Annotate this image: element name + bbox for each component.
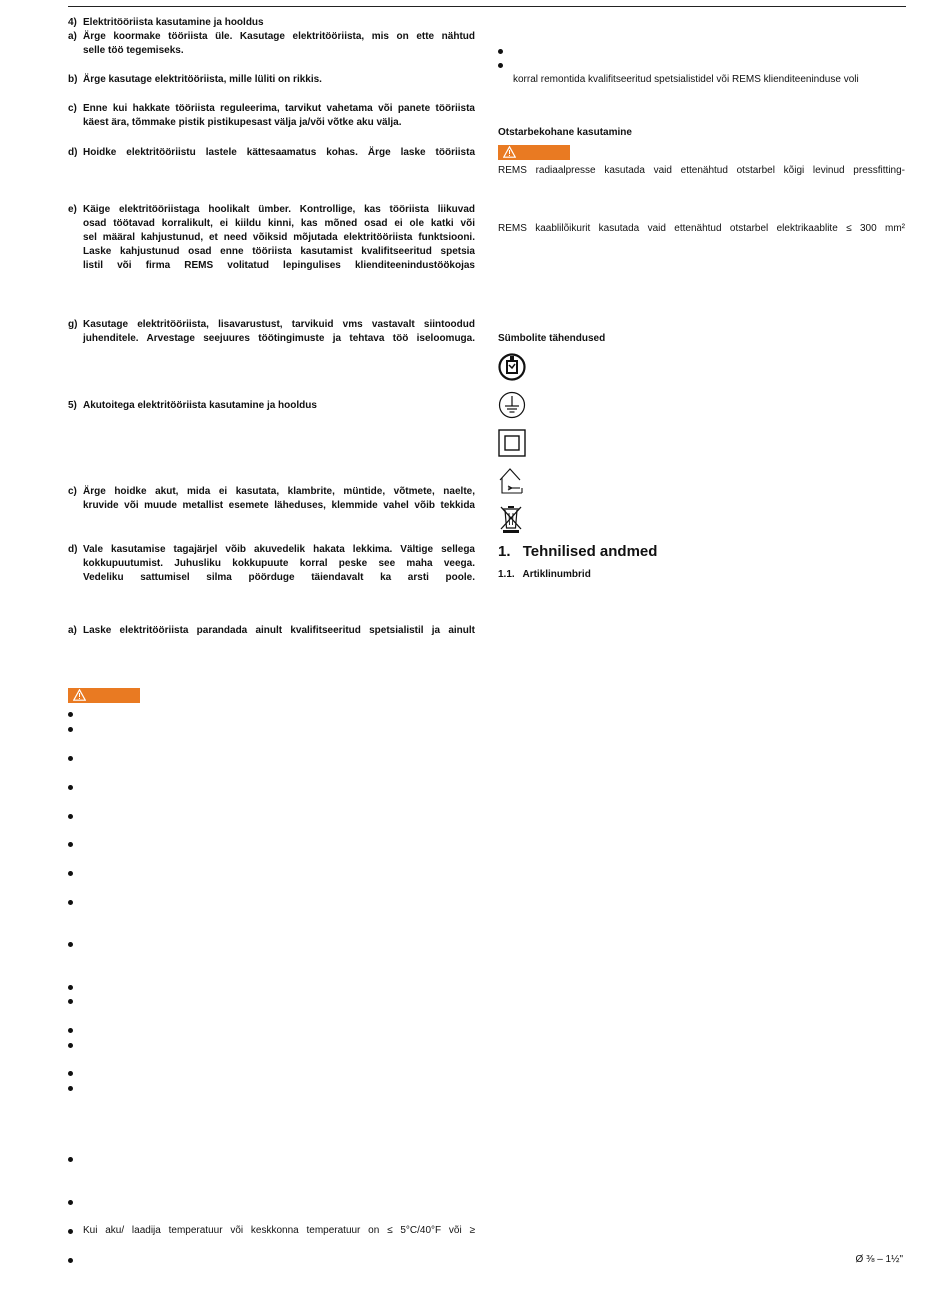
pipe-size-text: Ø ⅜ – 1½" — [855, 1254, 903, 1265]
protective-earth-icon — [498, 391, 526, 419]
weee-bin-icon — [498, 504, 524, 534]
warning-banner-right — [498, 145, 570, 160]
bullet — [498, 63, 503, 68]
bullet — [498, 49, 503, 54]
cable-cutter-text: REMS kaablilõikurit kasutada vaid ettenähtud otstarbel elektrikaablite ≤ 300 mm² — [498, 223, 905, 234]
warning-triangle-icon — [73, 689, 86, 701]
bullet — [68, 1229, 73, 1234]
repair-text: korral remontida kvalifitseeritud spetsialistidel või REMS klienditeeninduse voli — [513, 74, 859, 85]
bullet — [68, 1043, 73, 1048]
bullet — [68, 756, 73, 761]
bullet — [68, 1258, 73, 1263]
read-manual-icon — [498, 353, 526, 381]
section-1-heading: 1. Tehnilised andmed — [498, 543, 658, 560]
bullet — [68, 871, 73, 876]
bullet — [68, 1157, 73, 1162]
bullet — [68, 712, 73, 717]
subsection-1-1-heading: 1.1. Artiklinumbrid — [498, 569, 591, 580]
bullet — [68, 900, 73, 905]
bullet — [68, 842, 73, 847]
battery-temperature-text: Kui aku/ laadija temperatuur või keskkonna temperatuur on ≤ 5°C/40°F või ≥ — [83, 1225, 475, 1236]
bullet — [68, 785, 73, 790]
bullet — [68, 1200, 73, 1205]
top-rule — [68, 6, 906, 7]
bullet — [68, 1028, 73, 1033]
intended-use-heading: Otstarbekohane kasutamine — [498, 127, 632, 138]
bullet — [68, 1071, 73, 1076]
protection-class-ii-icon — [498, 429, 526, 457]
bullet — [68, 1086, 73, 1091]
bullet — [68, 942, 73, 947]
warning-banner-left — [68, 688, 140, 703]
warning-triangle-icon — [503, 146, 516, 158]
bullet — [68, 985, 73, 990]
bullet — [68, 727, 73, 732]
intended-use-text: REMS radiaalpresse kasutada vaid ettenähtud otstarbel kõigi levinud pressfitting- — [498, 165, 905, 176]
symbols-heading: Sümbolite tähendused — [498, 333, 606, 344]
bullet — [68, 814, 73, 819]
bullet — [68, 999, 73, 1004]
indoor-use-icon — [498, 466, 526, 496]
